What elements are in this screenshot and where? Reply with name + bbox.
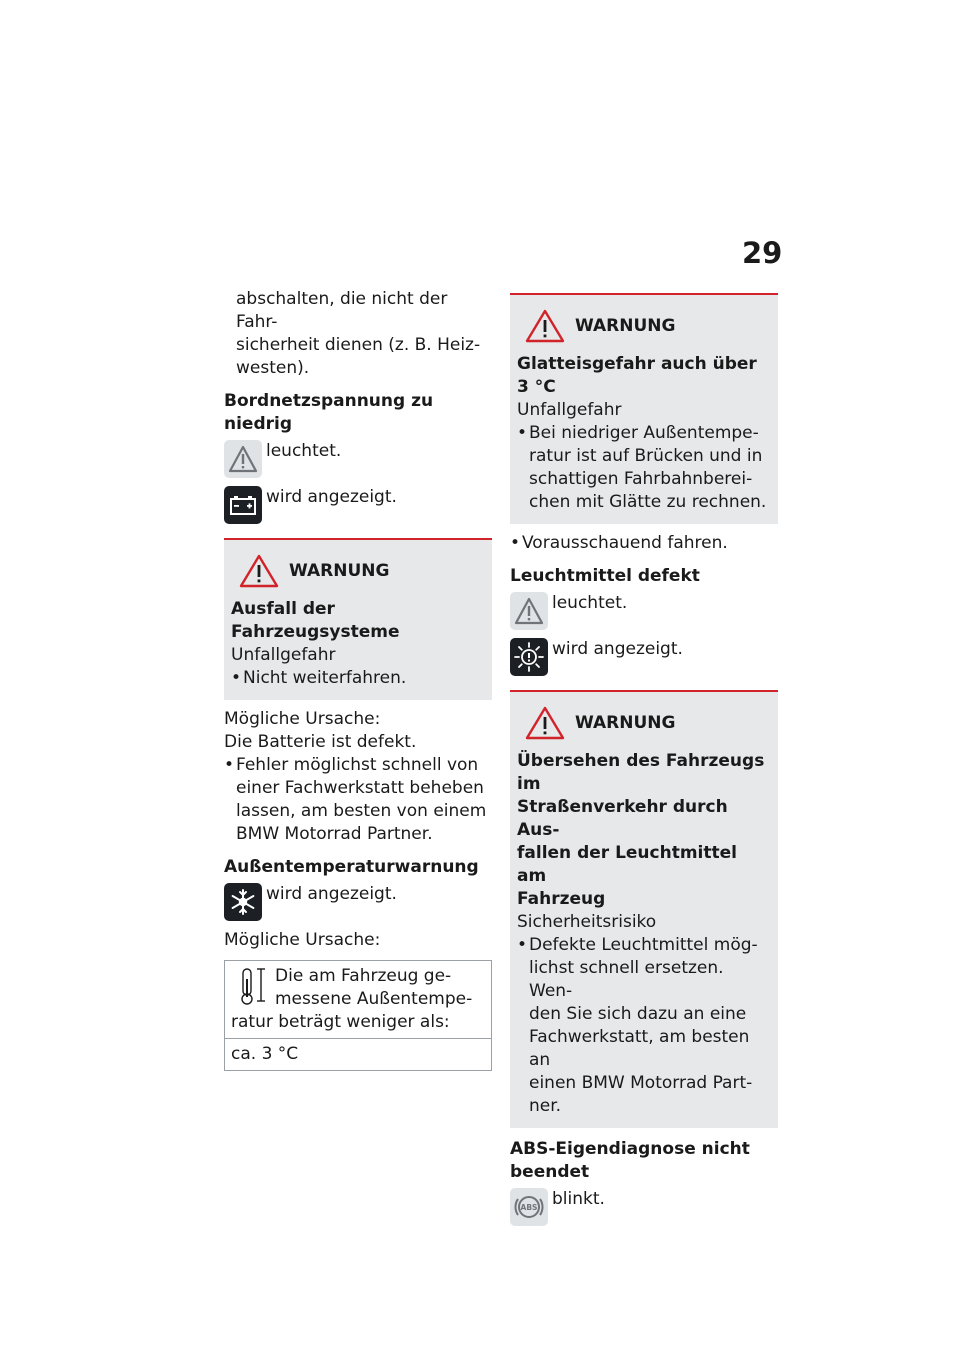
warning-box: [510, 690, 778, 1128]
cause-block: [224, 708, 492, 846]
warning-label: WARNUNG: [575, 315, 676, 336]
indicator-row: [224, 883, 492, 921]
indicator-row: [510, 592, 778, 630]
warning-triangle-icon: [525, 309, 565, 343]
bulb-defect-icon: [510, 638, 548, 676]
indicator-text: leuchtet.: [552, 593, 628, 613]
indicator-row: [510, 638, 778, 676]
text-line: schattigen Fahrbahnberei-: [529, 469, 753, 489]
warning-heading: Straßenverkehr durch Aus-: [517, 797, 728, 840]
warning-triangle-icon: [239, 554, 279, 588]
warning-bullet: • Bei niedriger Außentempe- ratur ist auf Brücken und in schattigen Fahrbahnberei- chen mit Glätte zu rechnen.: [517, 423, 767, 512]
warning-risk: Unfallgefahr: [231, 645, 336, 665]
warning-label: WARNUNG: [289, 560, 390, 581]
cause-label: Mögliche Ursache:: [224, 930, 381, 950]
text-line: einen BMW Motorrad Part-: [529, 1073, 753, 1093]
temperature-table: [224, 960, 492, 1071]
bullet-text: Nicht weiterfahren.: [243, 668, 407, 688]
heading-line: beendet: [510, 1162, 590, 1182]
page-number: 29: [742, 236, 783, 270]
text-line: Bei niedriger Außentempe-: [529, 423, 759, 443]
warning-triangle-icon: [510, 592, 548, 630]
indicator-text: blinkt.: [552, 1189, 605, 1209]
warning-bullet: • Nicht weiterfahren.: [231, 668, 407, 688]
text-line: Fachwerkstatt, am besten an: [529, 1027, 750, 1070]
indicator-row: [510, 1188, 778, 1226]
section-heading-temperature: Außentemperaturwarnung: [224, 857, 479, 877]
text-line: abschalten, die nicht der Fahr-: [236, 289, 448, 332]
text-line: Fehler möglichst schnell von: [236, 755, 479, 775]
warning-box: [224, 538, 492, 700]
right-column: [510, 293, 778, 1226]
table-value: ca. 3 °C: [231, 1044, 299, 1064]
left-column: [224, 288, 492, 1071]
text-line: Defekte Leuchtmittel mög-: [529, 935, 758, 955]
warning-bullet: • Defekte Leuchtmittel mög- lichst schnell ersetzen. Wen- den Sie sich dazu an eine Fachwerkstatt, am besten an einen BMW Motorrad Part- ner.: [517, 934, 771, 1118]
cause-text: Die Batterie ist defekt.: [224, 732, 417, 752]
text-line: ratur ist auf Brücken und in: [529, 446, 763, 466]
text-line: ratur beträgt weniger als:: [231, 1012, 450, 1032]
table-row: [225, 961, 491, 1039]
battery-icon: [224, 486, 262, 524]
warning-title: [517, 706, 771, 740]
text-line: westen).: [236, 358, 310, 378]
text-line: einer Fachwerkstatt beheben: [236, 778, 484, 798]
indicator-text: wird angezeigt.: [266, 487, 397, 507]
indicator-row: [224, 486, 492, 524]
text-line: messene Außentempe-: [275, 989, 473, 1009]
warning-triangle-icon: [525, 706, 565, 740]
text-line: lassen, am besten von einem: [236, 801, 487, 821]
section-heading-bulb: Leuchtmittel defekt: [510, 566, 700, 586]
warning-title: [231, 554, 485, 588]
warning-heading: fallen der Leuchtmittel am: [517, 843, 737, 886]
indicator-row: [224, 440, 492, 478]
text-line: chen mit Glätte zu rechnen.: [529, 492, 767, 512]
warning-heading: Glatteisgefahr auch über: [517, 354, 757, 374]
snowflake-icon: [224, 883, 262, 921]
text-line: ner.: [529, 1096, 562, 1116]
abs-icon: [510, 1188, 548, 1226]
text-line: BMW Motorrad Partner.: [236, 824, 433, 844]
table-row: [225, 1039, 491, 1070]
text-line: sicherheit dienen (z. B. Heiz-: [236, 335, 481, 355]
cause-bullet: • Fehler möglichst schnell von einer Fachwerkstatt beheben lassen, am besten von einem BMW Motorrad Partner.: [224, 755, 487, 844]
section-heading-abs: [510, 1138, 778, 1184]
svg-text:ABS: ABS: [520, 1203, 538, 1212]
warning-triangle-icon: [224, 440, 262, 478]
bullet-text: Vorausschauend fahren.: [522, 533, 728, 553]
intro-paragraph: [224, 288, 492, 380]
text-line: den Sie sich dazu an eine: [529, 1004, 747, 1024]
thermometer-icon: [231, 965, 271, 1009]
warning-title: [517, 309, 771, 343]
section-heading-bordnetz: Bordnetzspannung zu niedrig: [224, 391, 434, 434]
heading-line: ABS-Eigendiagnose nicht: [510, 1139, 750, 1159]
instruction-bullet: • Vorausschauend fahren.: [510, 533, 728, 553]
warning-heading: Ausfall der Fahrzeugsysteme: [231, 599, 400, 642]
warning-risk: Sicherheitsrisiko: [517, 912, 657, 932]
indicator-text: wird angezeigt.: [266, 884, 397, 904]
warning-heading: Fahrzeug: [517, 889, 606, 909]
warning-risk: Unfallgefahr: [517, 400, 622, 420]
warning-label: WARNUNG: [575, 712, 676, 733]
indicator-text: wird angezeigt.: [552, 639, 683, 659]
warning-box: [510, 293, 778, 524]
cause-label: Mögliche Ursache:: [224, 709, 381, 729]
warning-heading: 3 °C: [517, 377, 556, 397]
indicator-text: leuchtet.: [266, 441, 342, 461]
text-line: Die am Fahrzeug ge-: [275, 966, 452, 986]
text-line: lichst schnell ersetzen. Wen-: [529, 958, 724, 1001]
warning-heading: Übersehen des Fahrzeugs im: [517, 751, 765, 794]
